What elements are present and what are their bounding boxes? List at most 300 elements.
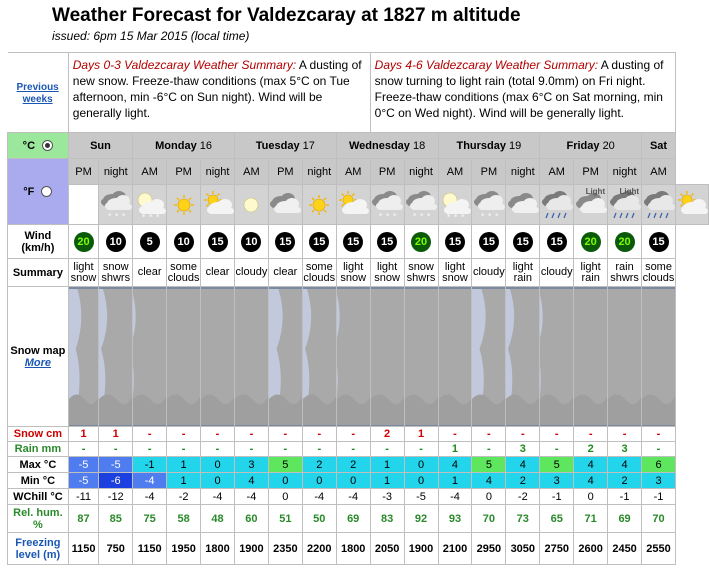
wind-chill-cell: 0 (574, 489, 608, 505)
max-temp-cell: 1 (370, 457, 404, 473)
wind-cell (472, 225, 506, 259)
svg-text:*: * (386, 211, 390, 220)
weather-icon-cell (201, 185, 235, 225)
snow-map-image (472, 289, 505, 425)
wind-chill-cell: -3 (370, 489, 404, 505)
snow-map-thumb[interactable] (506, 287, 540, 427)
period-label: AM (133, 159, 167, 185)
freezing-level-cell: 2050 (370, 533, 404, 565)
freezing-level-cell: 1900 (234, 533, 268, 565)
sun-icon (303, 188, 335, 222)
sun-cloud-icon (676, 188, 708, 222)
summary-cell: clear (201, 259, 235, 287)
humidity-cell: 73 (506, 505, 540, 533)
humidity-cell: 83 (370, 505, 404, 533)
forecast-table (7, 52, 709, 565)
unit-fahrenheit-label: °F (23, 185, 35, 198)
wind-chill-cell: -4 (234, 489, 268, 505)
svg-text:*: * (114, 211, 119, 220)
svg-text:*: * (460, 212, 465, 221)
wind-chill-cell: -1 (540, 489, 574, 505)
summary-days-4-6-text: A dusting of snow turning to light rain (total 9.0mm) on Fri night. Freeze-thaw conditions (max 6°C on Sat morning, min 0°C on Wed night). Wind will be generally light. (374, 58, 664, 120)
humidity-cell: 75 (133, 505, 167, 533)
weather-icon-cell (574, 185, 608, 225)
wind-arrow-icon (275, 232, 295, 252)
snow-map-label-cell (8, 287, 69, 427)
snow-map-image (608, 289, 641, 425)
snow-map-image (133, 289, 166, 425)
max-temp-cell: -1 (133, 457, 167, 473)
min-temp-label: Min °C (8, 473, 69, 489)
snow-map-image (269, 289, 302, 425)
weather-icon-cell (268, 185, 302, 225)
wind-speed: 15 (482, 235, 495, 248)
snow-map-thumb[interactable] (302, 287, 336, 427)
summary-cell: snow shwrs (404, 259, 438, 287)
weather-icon-cell (336, 185, 370, 225)
wind-speed: 10 (177, 235, 190, 248)
rain-mm-cell: - (99, 442, 133, 457)
wind-cell (370, 225, 404, 259)
wind-arrow-icon (309, 232, 329, 252)
min-temp-cell: 0 (201, 473, 235, 489)
freezing-level-cell: 2350 (268, 533, 302, 565)
weather-icon-cell (404, 185, 438, 225)
weather-icon-cell (99, 185, 133, 225)
wind-chill-cell: -4 (201, 489, 235, 505)
snow-map-thumb[interactable] (642, 287, 676, 427)
weather-icon-cell (302, 185, 336, 225)
day-header-6 (642, 133, 676, 159)
period-label: AM (234, 159, 268, 185)
light-tag: Light (619, 187, 640, 196)
wind-arrow-icon (581, 232, 601, 252)
rain-mm-cell: - (642, 442, 676, 457)
max-temp-cell: 3 (234, 457, 268, 473)
min-temp-cell: 0 (302, 473, 336, 489)
svg-text:*: * (148, 212, 153, 221)
snow-map-thumb[interactable] (68, 287, 99, 427)
wind-arrow-icon (208, 232, 228, 252)
day-number: 17 (302, 139, 315, 152)
wind-chill-label: WChill °C (8, 489, 69, 505)
snow-map-thumb[interactable] (608, 287, 642, 427)
wind-arrow-icon (106, 232, 126, 252)
svg-text:*: * (141, 212, 146, 221)
snow-map-thumb[interactable] (574, 287, 608, 427)
cloud-rain-icon (643, 188, 675, 222)
min-temp-cell: 4 (574, 473, 608, 489)
period-label: night (404, 159, 438, 185)
max-temp-label: Max °C (8, 457, 69, 473)
day-header-5 (540, 133, 642, 159)
humidity-cell: 85 (99, 505, 133, 533)
sun-icon (168, 188, 200, 222)
wind-chill-cell: -1 (608, 489, 642, 505)
min-temp-cell: 0 (268, 473, 302, 489)
day-name: Sat (649, 139, 668, 152)
moon-snow-icon (439, 188, 471, 222)
rain-mm-cell: - (167, 442, 201, 457)
svg-text:*: * (379, 211, 383, 220)
day-header-4 (438, 133, 540, 159)
min-temp-cell: 1 (438, 473, 472, 489)
summary-cell: some clouds (642, 259, 676, 287)
min-temp-cell: -6 (99, 473, 133, 489)
wind-arrow-icon (343, 232, 363, 252)
wind-speed: 15 (279, 235, 292, 248)
wind-speed: 15 (652, 235, 665, 248)
min-temp-cell: 2 (608, 473, 642, 489)
snow-map-label: Snow map (10, 344, 66, 357)
freezing-level-cell: 1800 (336, 533, 370, 565)
period-label: night (99, 159, 133, 185)
wind-cell (302, 225, 336, 259)
snow-cm-cell: - (336, 427, 370, 442)
wind-chill-cell: -4 (302, 489, 336, 505)
wind-cell (438, 225, 472, 259)
snow-map-thumb[interactable] (268, 287, 302, 427)
wind-arrow-icon (445, 232, 465, 252)
snow-map-thumb[interactable] (370, 287, 404, 427)
period-label: AM (336, 159, 370, 185)
wind-arrow-icon (615, 232, 635, 252)
snow-map-thumb[interactable] (201, 287, 235, 427)
snow-map-thumb[interactable] (167, 287, 201, 427)
period-label: AM (642, 159, 676, 185)
unit-celsius-toggle[interactable] (8, 133, 69, 159)
period-label: PM (574, 159, 608, 185)
weather-icon-cell (540, 185, 574, 225)
summary-days-0-3-heading: Days 0-3 Valdezcaray Weather Summary: (72, 58, 297, 72)
snow-map-thumb[interactable] (133, 287, 167, 427)
wind-speed: 10 (245, 235, 258, 248)
summary-days-0-3 (68, 53, 370, 133)
max-temp-cell: 4 (438, 457, 472, 473)
wind-arrow-icon (74, 232, 94, 252)
wind-cell (540, 225, 574, 259)
day-name: Wednesday (348, 139, 410, 152)
svg-text:*: * (155, 212, 160, 221)
icon-row-blank (68, 185, 99, 225)
snow-map-image (506, 289, 539, 425)
rain-mm-cell: - (472, 442, 506, 457)
period-label: night (608, 159, 642, 185)
wind-chill-cell: -5 (404, 489, 438, 505)
humidity-cell: 58 (167, 505, 201, 533)
previous-weeks-cell (8, 53, 69, 133)
rain-mm-cell: - (370, 442, 404, 457)
moon-icon (235, 188, 267, 222)
period-label: PM (68, 159, 99, 185)
humidity-label: Rel. hum. % (8, 505, 69, 533)
snow-map-thumb[interactable] (540, 287, 574, 427)
svg-text:*: * (107, 211, 112, 220)
wind-chill-cell: -12 (99, 489, 133, 505)
svg-text:*: * (453, 212, 458, 221)
light-tag: Light (585, 187, 606, 196)
cloud-snow-icon (371, 188, 403, 222)
celsius-radio[interactable] (42, 140, 53, 151)
svg-text:*: * (121, 211, 126, 220)
svg-text:*: * (413, 211, 417, 220)
svg-text:*: * (420, 211, 424, 220)
snow-map-image (574, 289, 607, 425)
period-label: AM (540, 159, 574, 185)
wind-arrow-icon (513, 232, 533, 252)
wind-speed: 15 (347, 235, 360, 248)
wind-speed: 5 (146, 235, 153, 248)
svg-text:*: * (480, 211, 485, 220)
humidity-cell: 93 (438, 505, 472, 533)
wind-arrow-icon (649, 232, 669, 252)
max-temp-cell: 6 (642, 457, 676, 473)
freezing-level-cell: 2200 (302, 533, 336, 565)
freezing-level-cell: 3050 (506, 533, 540, 565)
snow-map-thumb[interactable] (438, 287, 472, 427)
freezing-level-cell: 1150 (133, 533, 167, 565)
snow-map-image (439, 289, 472, 425)
max-temp-cell: 0 (201, 457, 235, 473)
humidity-cell: 87 (68, 505, 99, 533)
snow-map-image (69, 289, 99, 425)
humidity-cell: 51 (268, 505, 302, 533)
day-name: Tuesday (255, 139, 300, 152)
weather-icon-cell (370, 185, 404, 225)
snow-map-image (99, 289, 132, 425)
rain-mm-cell: - (404, 442, 438, 457)
snow-cm-cell: - (506, 427, 540, 442)
min-temp-cell: 4 (234, 473, 268, 489)
wind-cell (167, 225, 201, 259)
freezing-level-cell: 750 (99, 533, 133, 565)
wind-cell (234, 225, 268, 259)
min-temp-cell: 1 (167, 473, 201, 489)
wind-speed: 15 (550, 235, 563, 248)
weather-icon-cell (472, 185, 506, 225)
rain-mm-label: Rain mm (8, 442, 69, 457)
wind-chill-cell: -2 (506, 489, 540, 505)
snow-cm-cell: - (133, 427, 167, 442)
summary-cell: light snow (370, 259, 404, 287)
weather-icon-cell (167, 185, 201, 225)
svg-text:*: * (487, 211, 492, 220)
min-temp-cell: -4 (133, 473, 167, 489)
sun-cloud-icon (337, 188, 369, 222)
period-label: night (302, 159, 336, 185)
humidity-cell: 69 (336, 505, 370, 533)
min-temp-cell: 2 (506, 473, 540, 489)
summary-cell: light snow (68, 259, 99, 287)
snow-map-image (405, 289, 438, 425)
snow-cm-cell: - (574, 427, 608, 442)
wind-cell (201, 225, 235, 259)
snow-cm-cell: - (438, 427, 472, 442)
snow-map-image (201, 289, 234, 425)
humidity-cell: 69 (608, 505, 642, 533)
svg-text:*: * (446, 212, 451, 221)
snow-cm-cell: - (268, 427, 302, 442)
svg-text:*: * (427, 211, 431, 220)
unit-fahrenheit-toggle[interactable] (8, 159, 69, 225)
max-temp-cell: 5 (472, 457, 506, 473)
humidity-cell: 50 (302, 505, 336, 533)
summary-cell: cloudy (540, 259, 574, 287)
rain-mm-cell: - (68, 442, 99, 457)
wind-cell (608, 225, 642, 259)
wind-cell (574, 225, 608, 259)
sun-cloud-icon (202, 188, 234, 222)
wind-speed: 20 (414, 235, 428, 248)
freezing-level-cell: 1150 (68, 533, 99, 565)
summary-cell: light rain (506, 259, 540, 287)
wind-speed: 15 (448, 235, 462, 248)
cloud-snow-icon (405, 188, 437, 222)
period-label: PM (370, 159, 404, 185)
snow-map-thumb[interactable] (234, 287, 268, 427)
max-temp-cell: 2 (302, 457, 336, 473)
snow-cm-cell: - (201, 427, 235, 442)
cloud-rain-icon (541, 188, 573, 222)
wind-chill-cell: -4 (336, 489, 370, 505)
snow-map-more-link[interactable]: More (24, 356, 52, 369)
cloud-icon (269, 188, 301, 222)
humidity-cell: 70 (472, 505, 506, 533)
snow-map-thumb[interactable] (99, 287, 133, 427)
max-temp-cell: 4 (608, 457, 642, 473)
min-temp-cell: -5 (68, 473, 99, 489)
max-temp-cell: 0 (404, 457, 438, 473)
cloud-snow-icon (473, 188, 505, 222)
snow-cm-cell: 1 (404, 427, 438, 442)
freezing-level-cell: 2550 (642, 533, 676, 565)
humidity-cell: 71 (574, 505, 608, 533)
wind-arrow-icon (241, 232, 261, 252)
max-temp-cell: 2 (336, 457, 370, 473)
day-number: 18 (412, 139, 426, 152)
cloud-snow-icon (100, 188, 132, 222)
day-header-2 (234, 133, 336, 159)
wind-speed: 15 (516, 235, 529, 248)
issued-timestamp: issued: 6pm 15 Mar 2015 (local time) (52, 29, 250, 43)
rain-mm-cell: - (268, 442, 302, 457)
snow-cm-cell: - (302, 427, 336, 442)
snow-cm-cell: 2 (370, 427, 404, 442)
max-temp-cell: 1 (167, 457, 201, 473)
moon-snow-icon (134, 188, 166, 222)
summary-cell: light rain (574, 259, 608, 287)
rain-mm-cell: 3 (608, 442, 642, 457)
snow-cm-cell: - (167, 427, 201, 442)
summary-cell: light snow (438, 259, 472, 287)
freezing-level-cell: 2100 (438, 533, 472, 565)
fahrenheit-radio[interactable] (41, 186, 52, 197)
day-name: Sun (90, 139, 111, 152)
snow-map-image (337, 289, 370, 425)
rain-mm-cell: 2 (574, 442, 608, 457)
max-temp-cell: 5 (540, 457, 574, 473)
snow-cm-cell: - (472, 427, 506, 442)
period-label: PM (268, 159, 302, 185)
period-label: night (201, 159, 235, 185)
wind-speed: 20 (584, 235, 597, 248)
day-header-0 (68, 133, 132, 159)
summary-cell: cloudy (472, 259, 506, 287)
wind-cell (404, 225, 438, 259)
day-name: Monday (155, 139, 197, 152)
svg-text:*: * (494, 211, 499, 220)
freezing-level-cell: 2950 (472, 533, 506, 565)
wind-cell (642, 225, 676, 259)
wind-speed: 15 (313, 235, 326, 248)
wind-arrow-icon (174, 232, 194, 252)
rain-mm-cell: - (133, 442, 167, 457)
summary-days-4-6 (370, 53, 675, 133)
wind-arrow-icon (479, 232, 499, 252)
day-header-3 (336, 133, 438, 159)
wind-speed: 15 (211, 235, 224, 248)
wind-chill-cell: -2 (167, 489, 201, 505)
weather-icon-cell (506, 185, 540, 225)
max-temp-cell: -5 (68, 457, 99, 473)
snow-map-image (642, 289, 675, 425)
wind-arrow-icon (411, 232, 431, 252)
period-label: PM (167, 159, 201, 185)
period-label: night (506, 159, 540, 185)
humidity-cell: 92 (404, 505, 438, 533)
freezing-level-cell: 2600 (574, 533, 608, 565)
freezing-level-label: Freezing level (m) (8, 533, 69, 565)
wind-chill-cell: -11 (68, 489, 99, 505)
summary-cell: clear (133, 259, 167, 287)
wind-cell (133, 225, 167, 259)
min-temp-cell: 3 (642, 473, 676, 489)
weather-icon-cell (438, 185, 472, 225)
humidity-cell: 65 (540, 505, 574, 533)
humidity-cell: 60 (234, 505, 268, 533)
day-header-1 (133, 133, 235, 159)
wind-cell (68, 225, 99, 259)
summary-cell: snow shwrs (99, 259, 133, 287)
period-label: AM (438, 159, 472, 185)
summary-cell: light snow (336, 259, 370, 287)
summary-cell: some clouds (302, 259, 336, 287)
snow-cm-cell: 1 (99, 427, 133, 442)
summary-cell: rain shwrs (608, 259, 642, 287)
freezing-level-cell: 1900 (404, 533, 438, 565)
snow-cm-cell: - (642, 427, 676, 442)
snow-map-thumb[interactable] (336, 287, 370, 427)
wind-cell (336, 225, 370, 259)
day-name: Friday (566, 139, 600, 152)
snow-map-image (167, 289, 200, 425)
wind-speed: 10 (109, 235, 122, 248)
wind-speed: 20 (618, 235, 631, 248)
max-temp-cell: -5 (99, 457, 133, 473)
weather-icon-cell (608, 185, 642, 225)
wind-label: Wind (km/h) (8, 225, 69, 259)
weather-icon-cell (133, 185, 167, 225)
previous-weeks-link[interactable]: Previous weeks (16, 81, 59, 105)
snow-map-image (371, 289, 404, 425)
wind-speed: 15 (380, 235, 394, 248)
snow-map-thumb[interactable] (472, 287, 506, 427)
snow-map-thumb[interactable] (404, 287, 438, 427)
summary-cell: some clouds (167, 259, 201, 287)
page-title: Weather Forecast for Valdezcaray at 1827 m altitude (52, 5, 521, 26)
unit-celsius-label: °C (22, 139, 36, 152)
wind-cell (506, 225, 540, 259)
